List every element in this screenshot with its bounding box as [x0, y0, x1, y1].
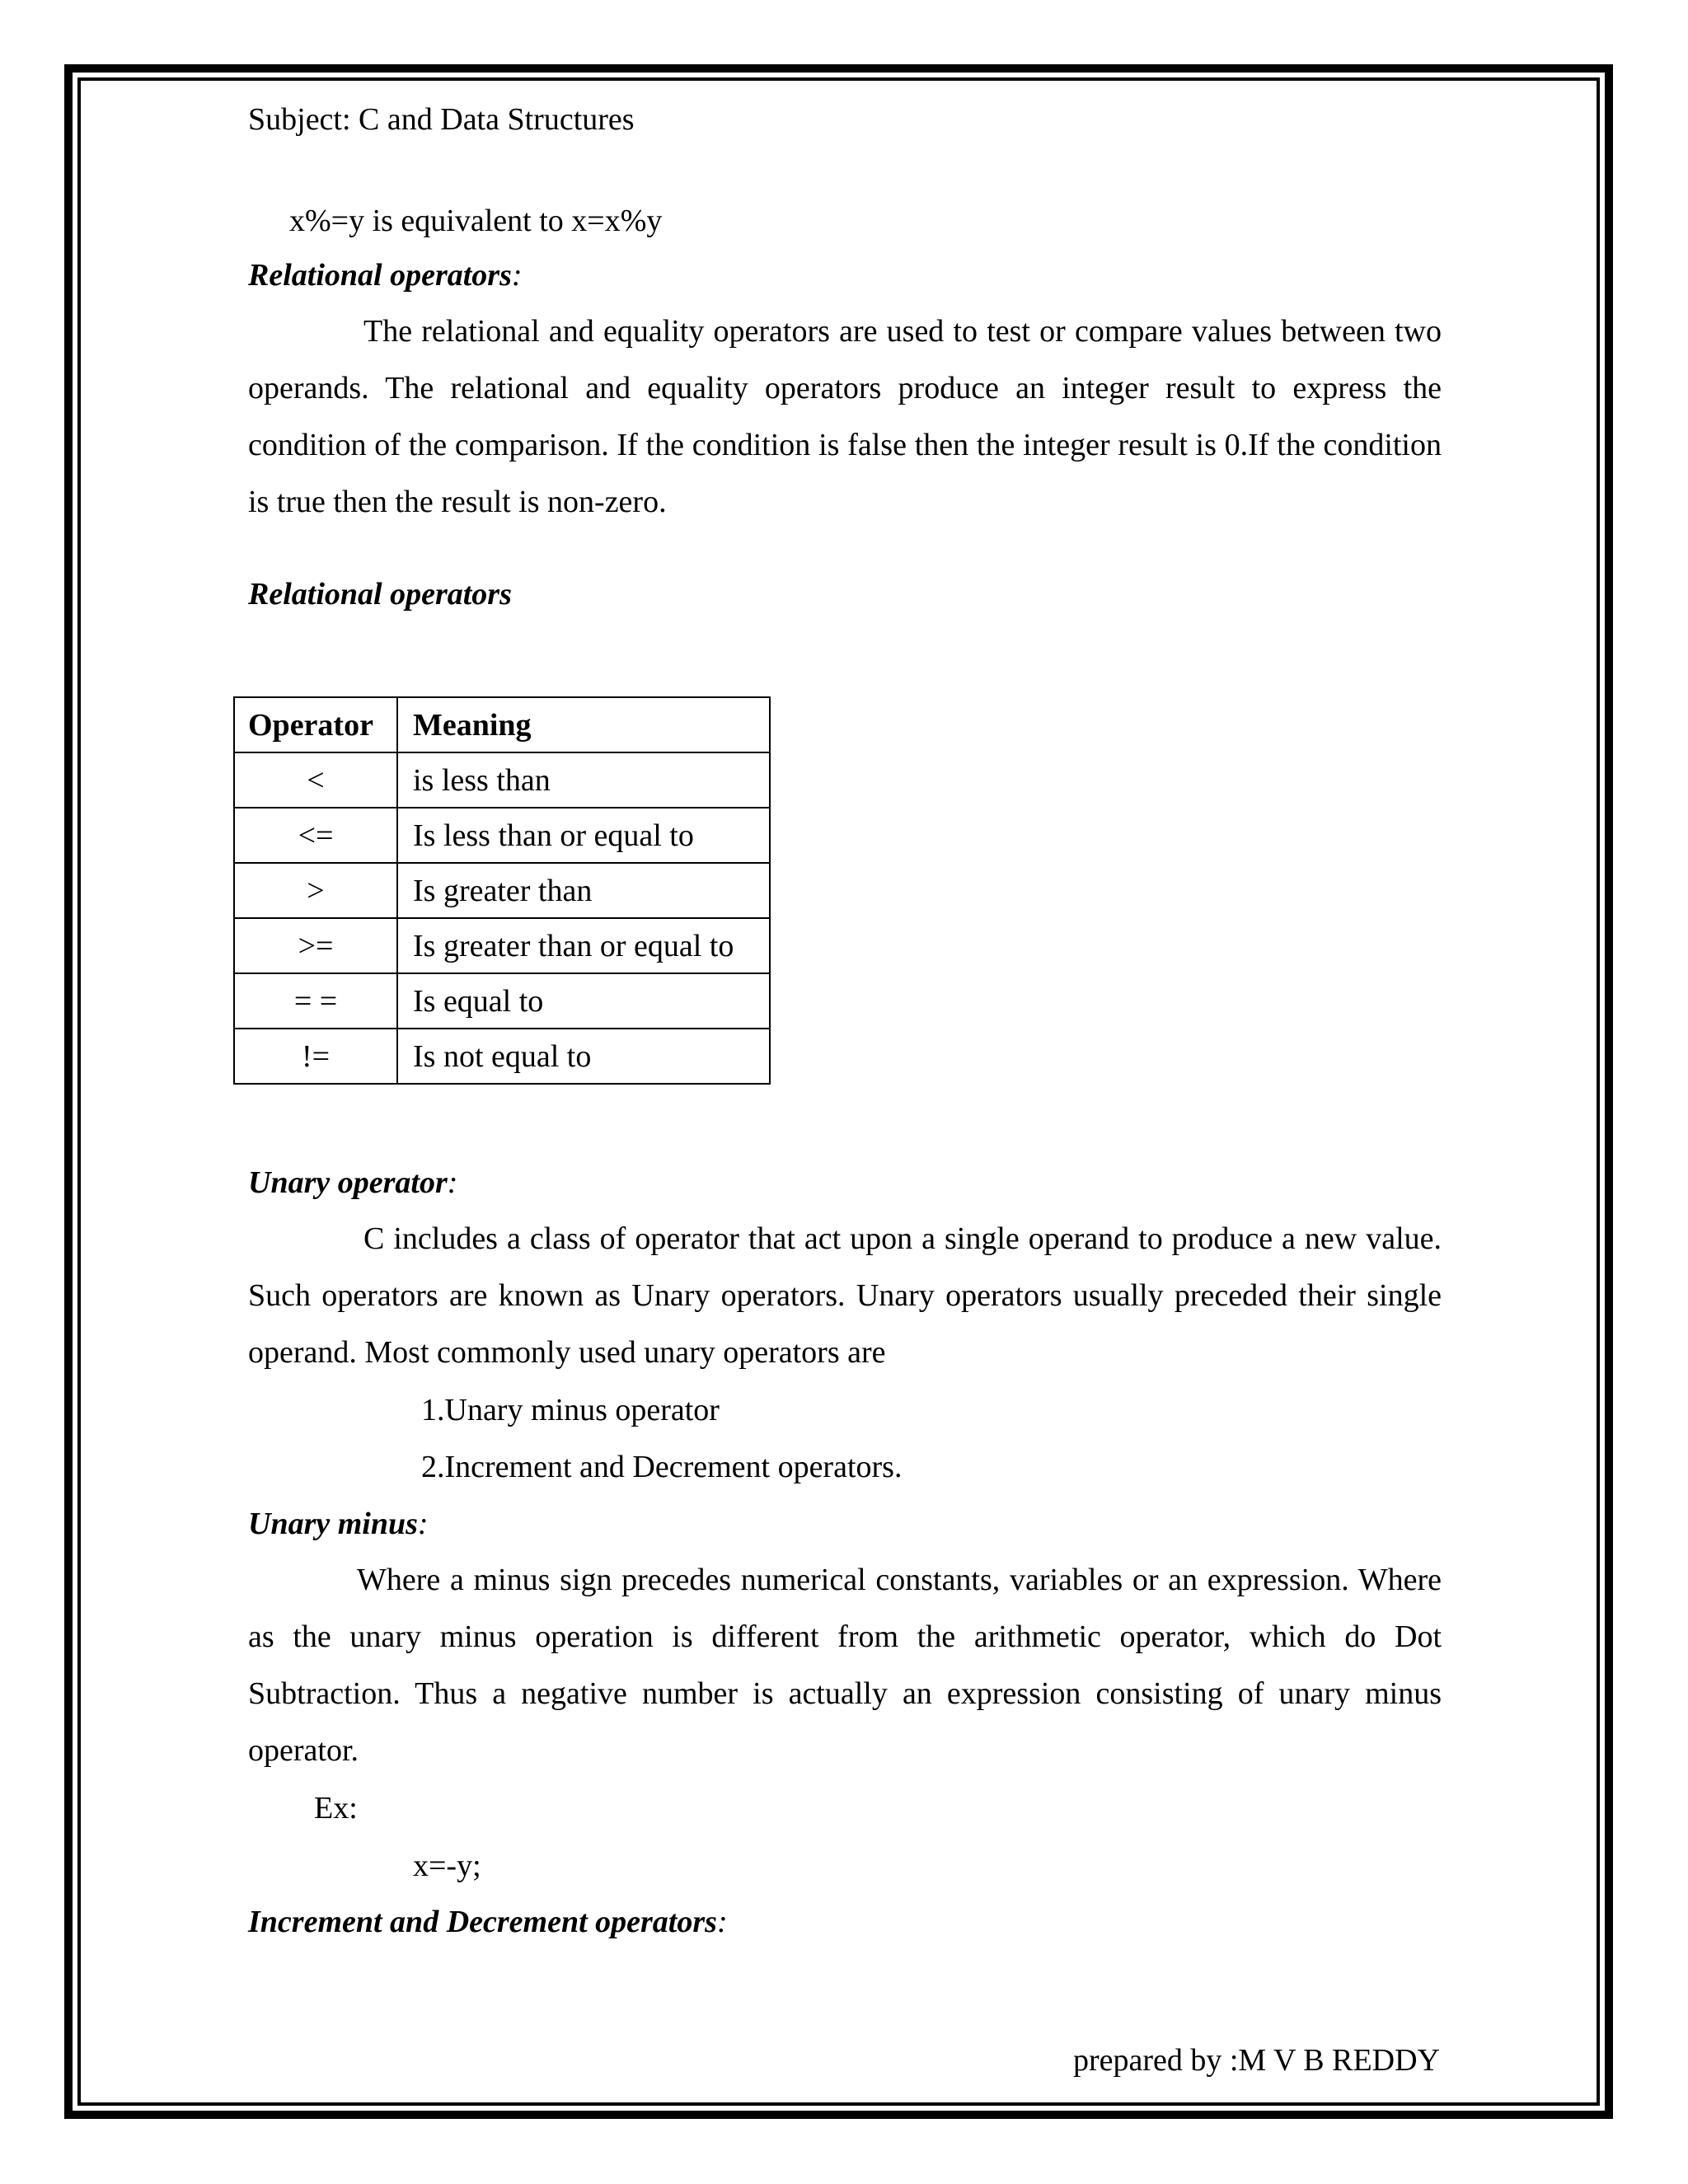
unary-minus-heading: [248, 1508, 429, 1540]
table-header-row: [234, 697, 770, 752]
table-row: [234, 918, 770, 973]
list-item: 2.Increment and Decrement operators.: [421, 1450, 903, 1484]
list-item: 1.Unary minus operator: [421, 1393, 720, 1427]
meaning-cell: Is greater than or equal to: [397, 918, 770, 973]
incdec-heading-colon: :: [716, 1905, 728, 1939]
incdec-heading: [248, 1906, 728, 1938]
relational-operators-table: [233, 696, 771, 1085]
unary-heading-colon: :: [447, 1165, 458, 1200]
unary-minus-paragraph: [248, 1552, 1442, 1779]
operator-cell: <=: [234, 808, 397, 863]
unary-paragraph-text: C includes a class of operator that act upon a single operand to produce a new value. Such operators are known as Unary operators. Unary operators usually preceded their single operand. Most commonly used unary operators are: [248, 1221, 1442, 1370]
operator-cell: !=: [234, 1029, 397, 1084]
prepared-by-footer: prepared by :M V B REDDY: [1072, 2043, 1440, 2078]
table-row: [234, 752, 770, 808]
incdec-heading-text: Increment and Decrement operators: [248, 1905, 717, 1939]
table-row: [234, 973, 770, 1029]
relational-heading-text: Relational operators: [248, 258, 512, 293]
meaning-cell: Is not equal to: [397, 1029, 770, 1084]
column-header-meaning: Meaning: [397, 697, 770, 752]
equivalence-line: x%=y is equivalent to x=x%y: [289, 204, 663, 238]
unary-paragraph: [248, 1211, 1442, 1381]
relational-heading: [248, 260, 523, 291]
meaning-cell: is less than: [397, 752, 770, 808]
meaning-cell: Is greater than: [397, 863, 770, 918]
meaning-cell: Is equal to: [397, 973, 770, 1029]
meaning-cell: Is less than or equal to: [397, 808, 770, 863]
subject-header: Subject: C and Data Structures: [248, 102, 635, 137]
relational-paragraph-text: The relational and equality operators are used to test or compare values between two operands. The relational and equality operators produce an integer result to express the condition of the comparison. If the condition is false then the integer result is 0.If the condition is true then the result is non-zero.: [248, 314, 1442, 519]
table-row: [234, 1029, 770, 1084]
unary-heading: [248, 1167, 457, 1198]
table-caption: Relational operators: [248, 577, 512, 612]
unary-heading-text: Unary operator: [248, 1165, 448, 1200]
table-row: [234, 808, 770, 863]
relational-paragraph: [248, 303, 1442, 531]
operator-cell: >: [234, 863, 397, 918]
example-label: Ex:: [314, 1791, 358, 1825]
operator-cell: <: [234, 752, 397, 808]
unary-minus-heading-text: Unary minus: [248, 1507, 418, 1541]
example-code: x=-y;: [413, 1849, 481, 1883]
table-row: [234, 863, 770, 918]
unary-minus-heading-colon: :: [417, 1507, 429, 1541]
operator-cell: = =: [234, 973, 397, 1029]
unary-minus-paragraph-text: Where a minus sign precedes numerical constants, variables or an expression. Where as the unary minus operation is different from the arithmetic operator, which do Dot Subtraction. Thus a negative number is actually an expression consisting of unary minus operator.: [248, 1563, 1442, 1768]
relational-heading-colon: :: [511, 258, 523, 293]
column-header-operator: Operator: [234, 697, 397, 752]
operator-cell: >=: [234, 918, 397, 973]
